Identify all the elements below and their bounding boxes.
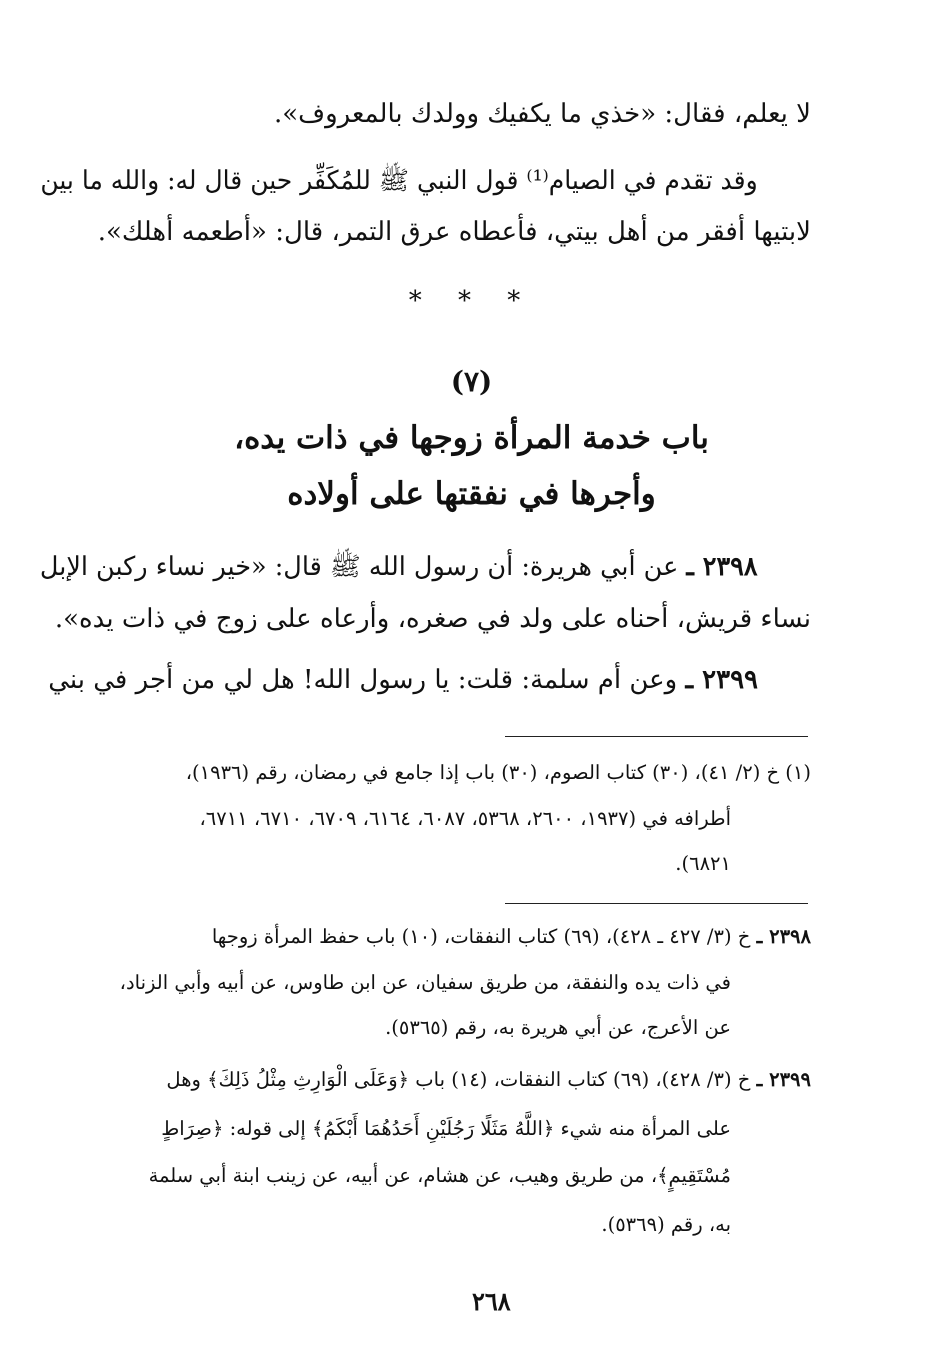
note-2399-line [166,1068,811,1091]
note-2399-line: على المرأة منه شيء ﴿اللَّهُ مَثَلًا رَجُلَيْنِ أَحَدُهُمَا أَبْكَمُ﴾ إلى قوله: ﴿صِرَاطٍ [161,1117,731,1140]
chapter-title-line: باب خدمة المرأة زوجها في ذات يده، [234,420,709,456]
note-number: ٢٣٩٩ ـ [756,1068,811,1091]
section-separator: * * * [408,286,535,316]
footnote-1-line: ٦٨٢١). [675,852,731,875]
hadith-text: وعن أم سلمة: قلت: يا رسول الله! هل لي من أجر في بني [48,665,678,695]
note-2398-line: عن الأعرج، عن أبي هريرة به، رقم (٥٣٦٥). [385,1016,731,1039]
hadith-number: ٢٣٩٨ ـ [686,552,758,582]
page-number: ٢٦٨ [471,1287,511,1316]
hadith-2398-line: نساء قريش، أحناه على ولد في صغره، وأرعاه على زوج في ذات يده». [54,604,811,634]
body-paragraph-line: وقد تقدم في الصيام⁽¹⁾ قول النبي ﷺ للمُكَفِّر حين قال له: والله ما بين [40,166,758,196]
footnote-1-line [186,761,811,784]
body-paragraph-line: لا يعلم، فقال: «خذي ما يكفيك وولدك بالمعروف». [273,99,811,129]
hadith-number: ٢٣٩٩ ـ [685,665,758,695]
note-2398-line: في ذات يده والنفقة، من طريق سفيان، عن ابن طاوس، عن أبيه وأبي الزناد، [119,971,731,994]
chapter-number: (٧) [450,365,493,398]
footnote-rule [505,736,808,737]
note-2399-line: به، رقم (٥٣٦٩). [601,1213,731,1236]
footnote-marker: (١) [785,761,811,784]
footnote-rule [505,903,808,904]
hadith-text: عن أبي هريرة: أن رسول الله ﷺ قال: «خير نساء ركبن الإبل [40,552,679,582]
hadith-2399-line [48,665,758,695]
chapter-title-line: وأجرها في نفقتها على أولاده [287,476,656,512]
note-2398-line [212,925,811,948]
footnote-text: خ (٢/ ٤١)، (٣٠) كتاب الصوم، (٣٠) باب إذا جامع في رمضان، رقم (١٩٣٦)، [185,761,780,784]
note-number: ٢٣٩٨ ـ [756,925,811,948]
body-paragraph-line: لابتيها أفقر من أهل بيتي، فأعطاه عرق التمر، قال: «أطعمه أهلك». [97,217,811,247]
note-2399-line: مُسْتَقِيمٍ﴾، من طريق وهيب، عن هشام، عن أبيه، عن زينب ابنة أبي سلمة [148,1164,731,1187]
hadith-2398-line [40,550,758,588]
footnote-1-line: أطرافه في (١٩٣٧، ٢٦٠٠، ٥٣٦٨، ٦٠٨٧، ٦١٦٤، ٦٧٠٩، ٦٧١٠، ٦٧١١، [199,807,731,830]
note-text: خ (٣/ ٤٢٨)، (٦٩) كتاب النفقات، (١٤) باب ﴿وَعَلَى الْوَارِثِ مِثْلُ ذَلِكَ﴾ وهل [166,1068,751,1091]
note-text: خ (٣/ ٤٢٧ ـ ٤٢٨)، (٦٩) كتاب النفقات، (١٠) باب حفظ المرأة زوجها [211,925,751,948]
